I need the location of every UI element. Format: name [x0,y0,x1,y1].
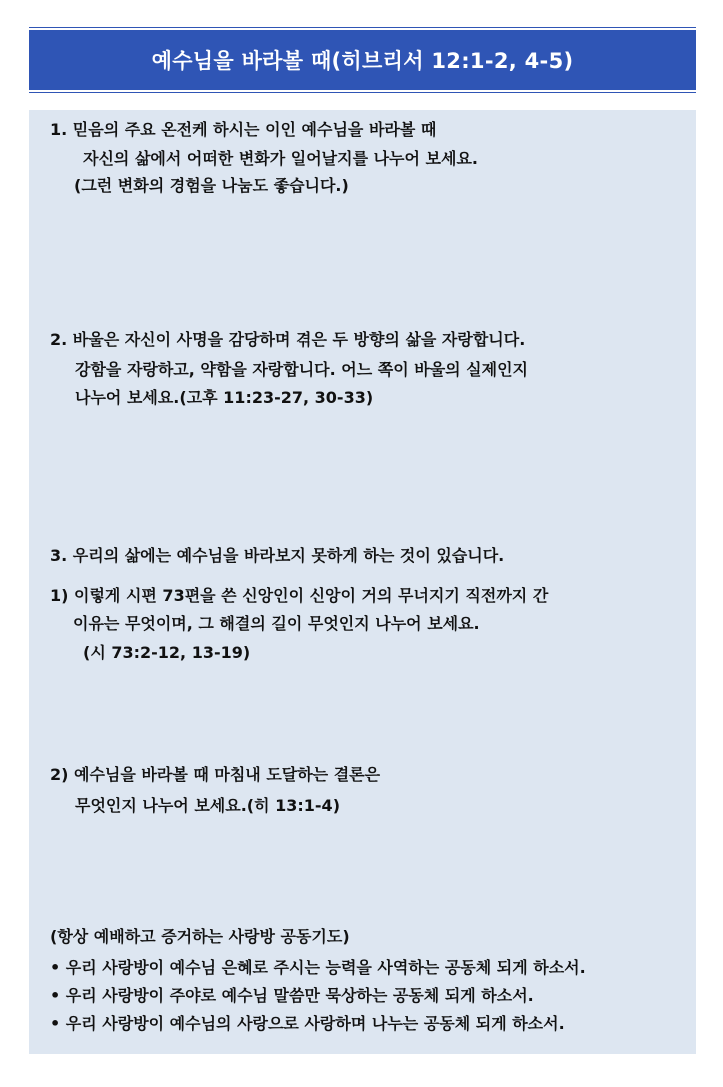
question-3-sub-1-line-3: (시 73:2-12, 13-19) [83,643,251,662]
title-bottom-rule [29,92,696,93]
question-3-sub-2-line-2: 무엇인지 나누어 보세요.(히 13:1-4) [75,796,341,815]
prayer-item: • 우리 사랑방이 예수님의 사랑으로 사랑하며 나누는 공동체 되게 하소서. [50,1014,565,1033]
question-panel [29,110,696,1054]
prayer-item: • 우리 사랑방이 주야로 예수님 말씀만 묵상하는 공동체 되게 하소서. [50,986,534,1005]
question-3-sub-1-line-1: 1) 이렇게 시편 73편을 쓴 신앙인이 신앙이 거의 무너지기 직전까지 간 [50,586,549,605]
prayer-item: • 우리 사랑방이 예수님 은혜로 주시는 능력을 사역하는 공동체 되게 하소서. [50,958,586,977]
prayer-heading: (항상 예배하고 증거하는 사랑방 공동기도) [50,927,350,946]
question-1-line-3: (그런 변화의 경험을 나눔도 좋습니다.) [74,176,349,195]
question-1-line-1: 1. 믿음의 주요 온전케 하시는 이인 예수님을 바라볼 때 [50,120,437,139]
title-banner [29,30,696,90]
question-2-line-2: 강함을 자랑하고, 약함을 자랑합니다. 어느 쪽이 바울의 실제인지 [75,360,529,379]
question-2-line-1: 2. 바울은 자신이 사명을 감당하며 겪은 두 방향의 삶을 자랑합니다. [50,330,526,349]
question-3-sub-1-line-2: 이유는 무엇이며, 그 해결의 길이 무엇인지 나누어 보세요. [73,614,480,633]
question-3-sub-2-line-1: 2) 예수님을 바라볼 때 마침내 도달하는 결론은 [50,765,381,784]
title-top-rule [29,27,696,28]
question-1-line-2: 자신의 삶에서 어떠한 변화가 일어날지를 나누어 보세요. [83,149,478,168]
page-title: 예수님을 바라볼 때(히브리서 12:1-2, 4-5) [151,49,574,73]
question-2-line-3: 나누어 보세요.(고후 11:23-27, 30-33) [75,388,374,407]
question-3-line-1: 3. 우리의 삶에는 예수님을 바라보지 못하게 하는 것이 있습니다. [50,546,505,565]
